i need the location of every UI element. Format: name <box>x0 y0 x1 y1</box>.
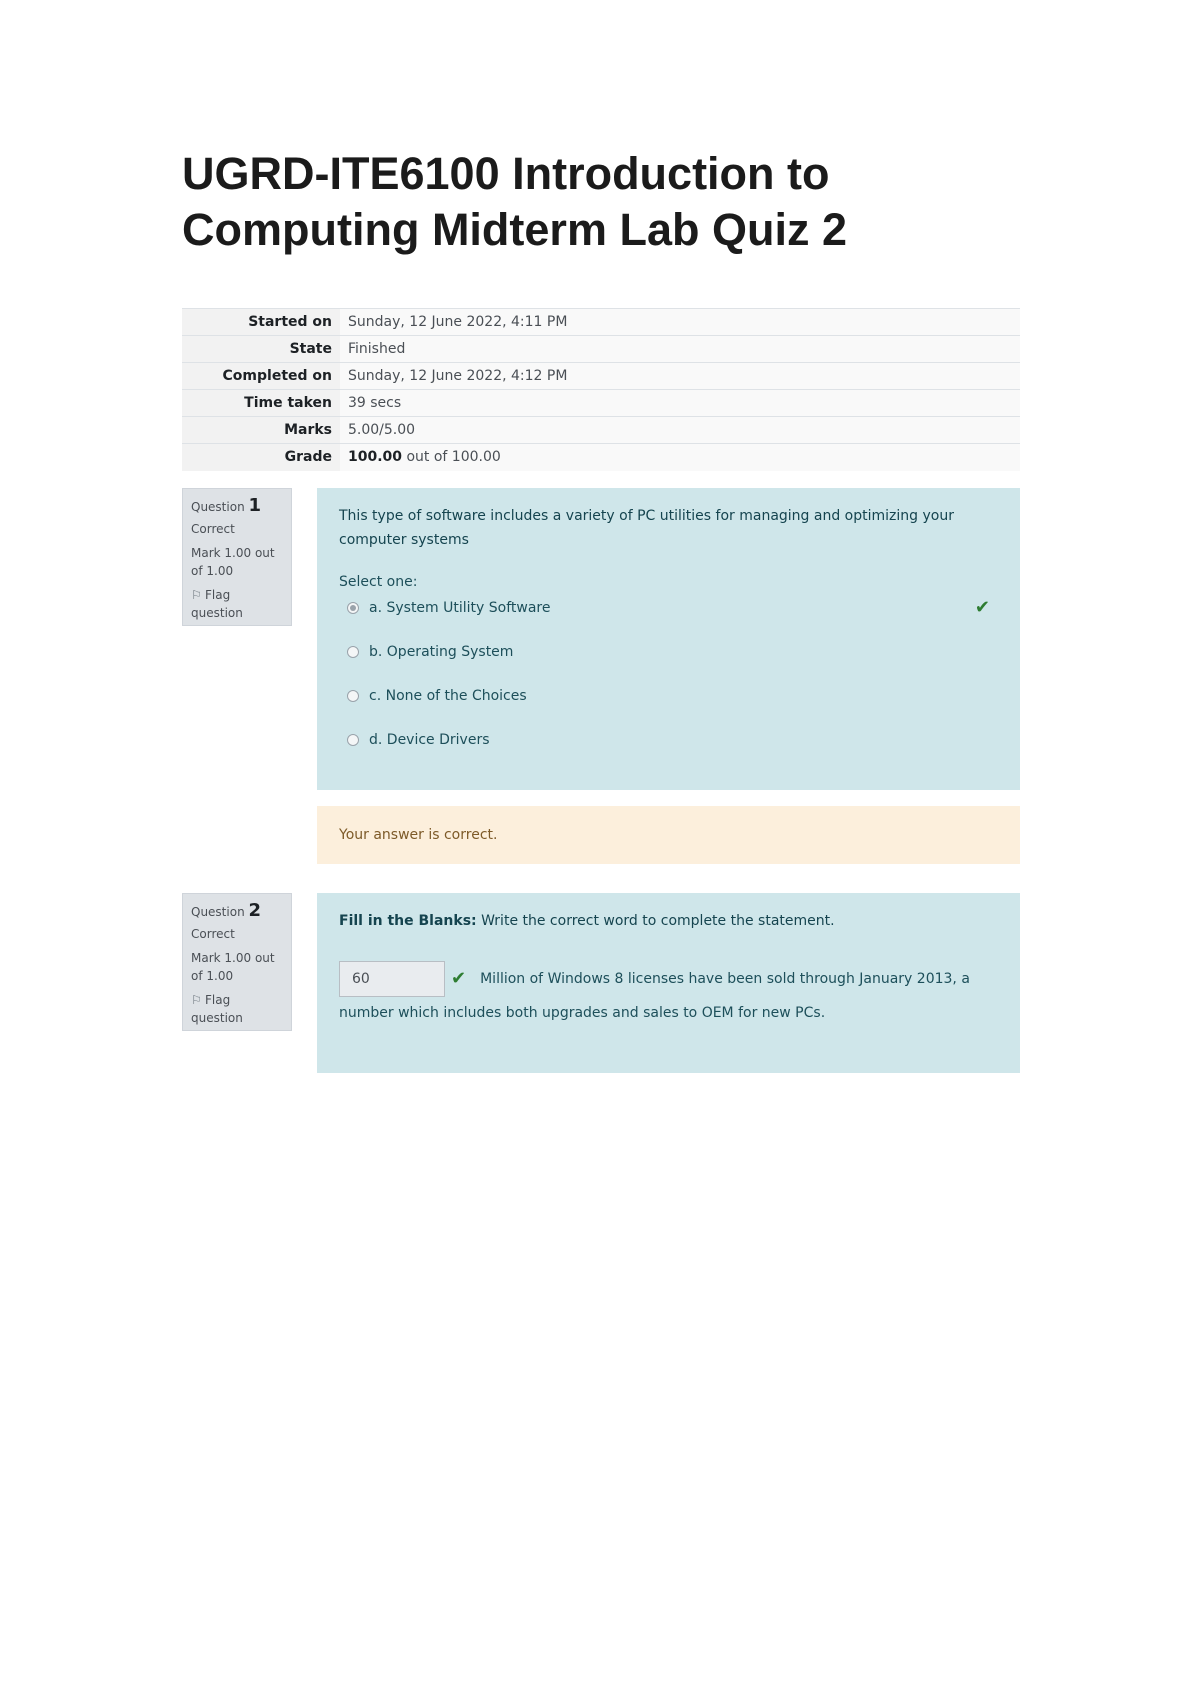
summary-row-completed <box>182 363 1020 390</box>
summary-value: Finished <box>340 336 1020 363</box>
grade-score: 100.00 <box>348 449 403 466</box>
summary-label: Time taken <box>182 390 340 417</box>
question-number <box>191 497 283 516</box>
check-icon: ✔ <box>451 968 467 989</box>
summary-label: State <box>182 336 340 363</box>
summary-row-state <box>182 336 1020 363</box>
quiz-summary-table <box>182 308 1020 471</box>
grade-out-of: out of 100.00 <box>402 449 501 466</box>
question-1-content <box>317 488 1020 790</box>
sentence-first-part: Million of Windows 8 licenses have been sold through January 2013, a <box>480 971 970 987</box>
question-prefix: Question <box>191 500 245 514</box>
question-2-content <box>317 893 1020 1073</box>
summary-label: Started on <box>182 309 340 336</box>
question-number-value: 1 <box>248 495 262 516</box>
summary-value: 5.00/5.00 <box>340 417 1020 444</box>
summary-row-grade <box>182 444 1020 471</box>
answer-option-b[interactable] <box>339 630 998 674</box>
sentence-continuation: number which includes both upgrades and sales to OEM for new PCs. <box>339 1005 826 1021</box>
flag-question-link[interactable] <box>191 586 283 622</box>
summary-label: Grade <box>182 444 340 471</box>
answer-feedback: Your answer is correct. <box>317 806 1020 864</box>
option-label: a. System Utility Software <box>369 600 551 616</box>
flag-label: Flag question <box>191 993 243 1025</box>
summary-row-marks <box>182 417 1020 444</box>
summary-row-time-taken <box>182 390 1020 417</box>
fill-in-blank-row <box>339 961 998 997</box>
question-text-bold: Fill in the Blanks: <box>339 913 477 929</box>
summary-label: Completed on <box>182 363 340 390</box>
flag-question-link[interactable] <box>191 991 283 1027</box>
answer-option-a[interactable] <box>339 586 998 630</box>
question-number-value: 2 <box>248 900 262 921</box>
question-1-info <box>182 488 292 626</box>
question-text <box>339 909 998 933</box>
question-text: This type of software includes a variety of PC utilities for managing and optimizing your computer systems <box>339 508 954 548</box>
blank-answer-input[interactable] <box>339 961 445 997</box>
radio-button[interactable] <box>347 646 359 658</box>
summary-label: Marks <box>182 417 340 444</box>
summary-value: 39 secs <box>340 390 1020 417</box>
check-icon: ✔ <box>974 597 990 618</box>
flag-icon: ⚐ <box>191 588 202 602</box>
question-grade: Mark 1.00 out of 1.00 <box>191 951 275 983</box>
question-state: Correct <box>191 927 235 941</box>
option-label: c. None of the Choices <box>369 688 527 704</box>
radio-button[interactable] <box>347 602 359 614</box>
option-label: b. Operating System <box>369 644 514 660</box>
question-number <box>191 902 283 921</box>
question-state: Correct <box>191 522 235 536</box>
radio-button[interactable] <box>347 690 359 702</box>
select-one-prompt: Select one: <box>339 574 418 590</box>
radio-button[interactable] <box>347 734 359 746</box>
option-label: d. Device Drivers <box>369 732 490 748</box>
summary-row-started <box>182 309 1020 336</box>
question-2-info <box>182 893 292 1031</box>
summary-value: Sunday, 12 June 2022, 4:11 PM <box>340 309 1020 336</box>
flag-label: Flag question <box>191 588 243 620</box>
flag-icon: ⚐ <box>191 993 202 1007</box>
question-grade: Mark 1.00 out of 1.00 <box>191 546 275 578</box>
answer-option-c[interactable] <box>339 674 998 718</box>
summary-value <box>340 444 1020 471</box>
answer-option-d[interactable] <box>339 718 998 762</box>
summary-value: Sunday, 12 June 2022, 4:12 PM <box>340 363 1020 390</box>
question-prefix: Question <box>191 905 245 919</box>
page-title: UGRD-ITE6100 Introduction to Computing Midterm Lab Quiz 2 <box>182 148 847 255</box>
question-text-rest: Write the correct word to complete the statement. <box>476 913 835 929</box>
